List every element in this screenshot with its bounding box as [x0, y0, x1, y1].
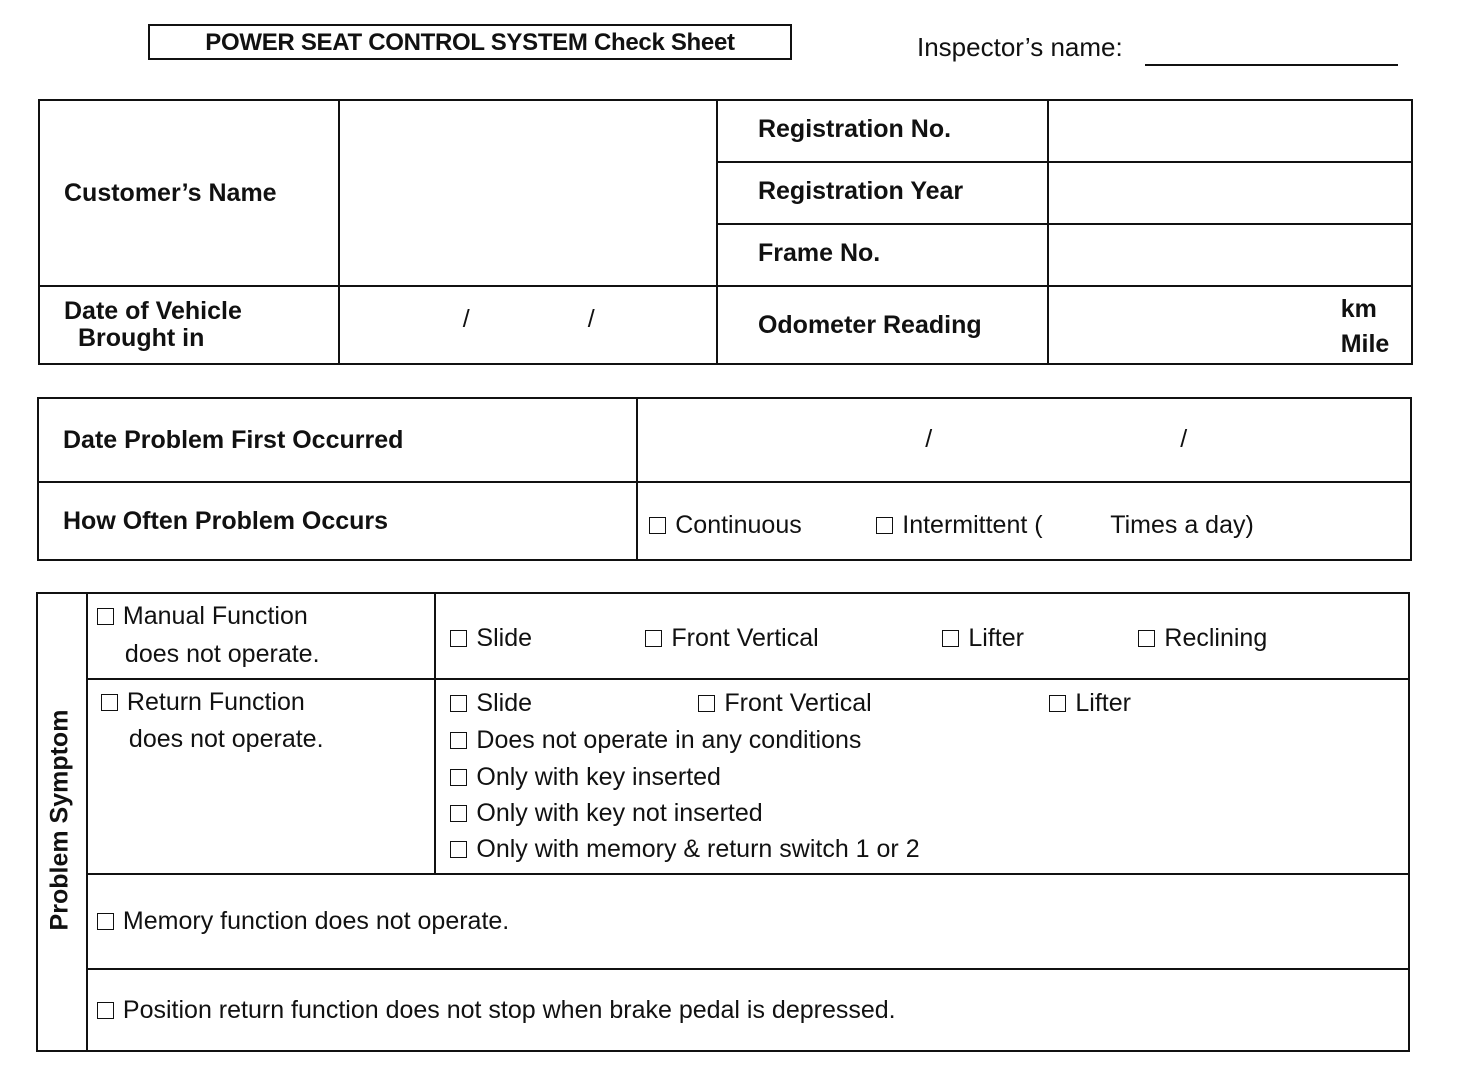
date-brought-label-line2: Brought in: [78, 324, 205, 352]
manual-option-front-vertical[interactable]: Front Vertical: [645, 624, 818, 653]
problem-symptom-label: Problem Symptom: [45, 709, 74, 931]
sheet-title: POWER SEAT CONTROL SYSTEM Check Sheet: [148, 24, 792, 60]
checkbox[interactable]: [698, 695, 715, 712]
customer-name-field[interactable]: [339, 100, 717, 286]
checkbox[interactable]: [450, 732, 467, 749]
checkbox[interactable]: [450, 805, 467, 822]
registration-year-field[interactable]: [1048, 162, 1412, 224]
checkbox[interactable]: [450, 841, 467, 858]
return-option-front-vertical[interactable]: Front Vertical: [698, 689, 871, 718]
return-condition-key-inserted[interactable]: Only with key inserted: [450, 763, 721, 792]
checkbox[interactable]: [450, 769, 467, 786]
vehicle-info-table: [38, 99, 1413, 365]
return-condition-memory-switch[interactable]: Only with memory & return switch 1 or 2: [450, 835, 919, 864]
registration-year-label: Registration Year: [717, 162, 1048, 224]
checkbox[interactable]: [645, 630, 662, 647]
date-brought-label-line1: Date of Vehicle: [64, 297, 242, 325]
return-function-line2: does not operate.: [128, 725, 324, 753]
option-intermittent[interactable]: Intermittent (: [876, 511, 1042, 540]
return-option-slide[interactable]: Slide: [450, 689, 532, 718]
option-continuous[interactable]: Continuous: [649, 511, 801, 540]
return-option-lifter[interactable]: Lifter: [1049, 689, 1131, 718]
customer-name-label: Customer’s Name: [39, 100, 339, 286]
date-separator: /: [1180, 425, 1188, 453]
frame-no-field[interactable]: [1048, 224, 1412, 286]
date-brought-field[interactable]: [339, 286, 717, 364]
return-condition-any[interactable]: Does not operate in any conditions: [450, 726, 861, 755]
return-condition-key-not-inserted[interactable]: Only with key not inserted: [450, 799, 762, 828]
inspector-name-field[interactable]: [1145, 64, 1398, 66]
date-separator: /: [462, 305, 470, 333]
checkbox[interactable]: [101, 694, 118, 711]
checkbox[interactable]: [450, 630, 467, 647]
return-options-cell: [435, 679, 1409, 874]
odometer-label: Odometer Reading: [717, 286, 1048, 364]
manual-option-lifter[interactable]: Lifter: [942, 624, 1024, 653]
occurrence-table: [37, 397, 1412, 561]
checkbox[interactable]: [1138, 630, 1155, 647]
checkbox[interactable]: [97, 608, 114, 625]
checkbox[interactable]: [649, 517, 666, 534]
return-function-cell: [87, 679, 435, 874]
odometer-field[interactable]: [1048, 286, 1412, 364]
option-return-function[interactable]: Return Function: [101, 688, 305, 717]
manual-options-cell: [435, 593, 1409, 679]
checkbox[interactable]: [97, 913, 114, 930]
inspector-label: Inspector’s name:: [917, 32, 1123, 62]
checkbox[interactable]: [1049, 695, 1066, 712]
date-separator: /: [925, 425, 933, 453]
manual-function-line2: does not operate.: [124, 640, 320, 668]
problem-symptom-table: [36, 592, 1410, 1052]
option-position-return[interactable]: Position return function does not stop when brake pedal is depressed.: [87, 969, 1409, 1051]
unit-km: km: [1340, 295, 1377, 323]
checkbox[interactable]: [97, 1002, 114, 1019]
manual-function-cell: [87, 593, 435, 679]
date-brought-label: [39, 286, 339, 364]
unit-mile: Mile: [1340, 330, 1390, 358]
date-first-occurred-label: Date Problem First Occurred: [38, 398, 637, 482]
option-memory-function[interactable]: Memory function does not operate.: [87, 874, 1409, 969]
how-often-label: How Often Problem Occurs: [38, 482, 637, 560]
checkbox[interactable]: [450, 695, 467, 712]
how-often-field: [637, 482, 1411, 560]
date-first-occurred-field[interactable]: [637, 398, 1411, 482]
registration-no-label: Registration No.: [717, 100, 1048, 162]
times-a-day-label: Times a day): [1110, 511, 1254, 539]
frame-no-label: Frame No.: [717, 224, 1048, 286]
checkbox[interactable]: [876, 517, 893, 534]
manual-option-reclining[interactable]: Reclining: [1138, 624, 1267, 653]
manual-option-slide[interactable]: Slide: [450, 624, 532, 653]
date-separator: /: [587, 305, 595, 333]
option-manual-function[interactable]: Manual Function: [97, 602, 308, 631]
registration-no-field[interactable]: [1048, 100, 1412, 162]
checkbox[interactable]: [942, 630, 959, 647]
